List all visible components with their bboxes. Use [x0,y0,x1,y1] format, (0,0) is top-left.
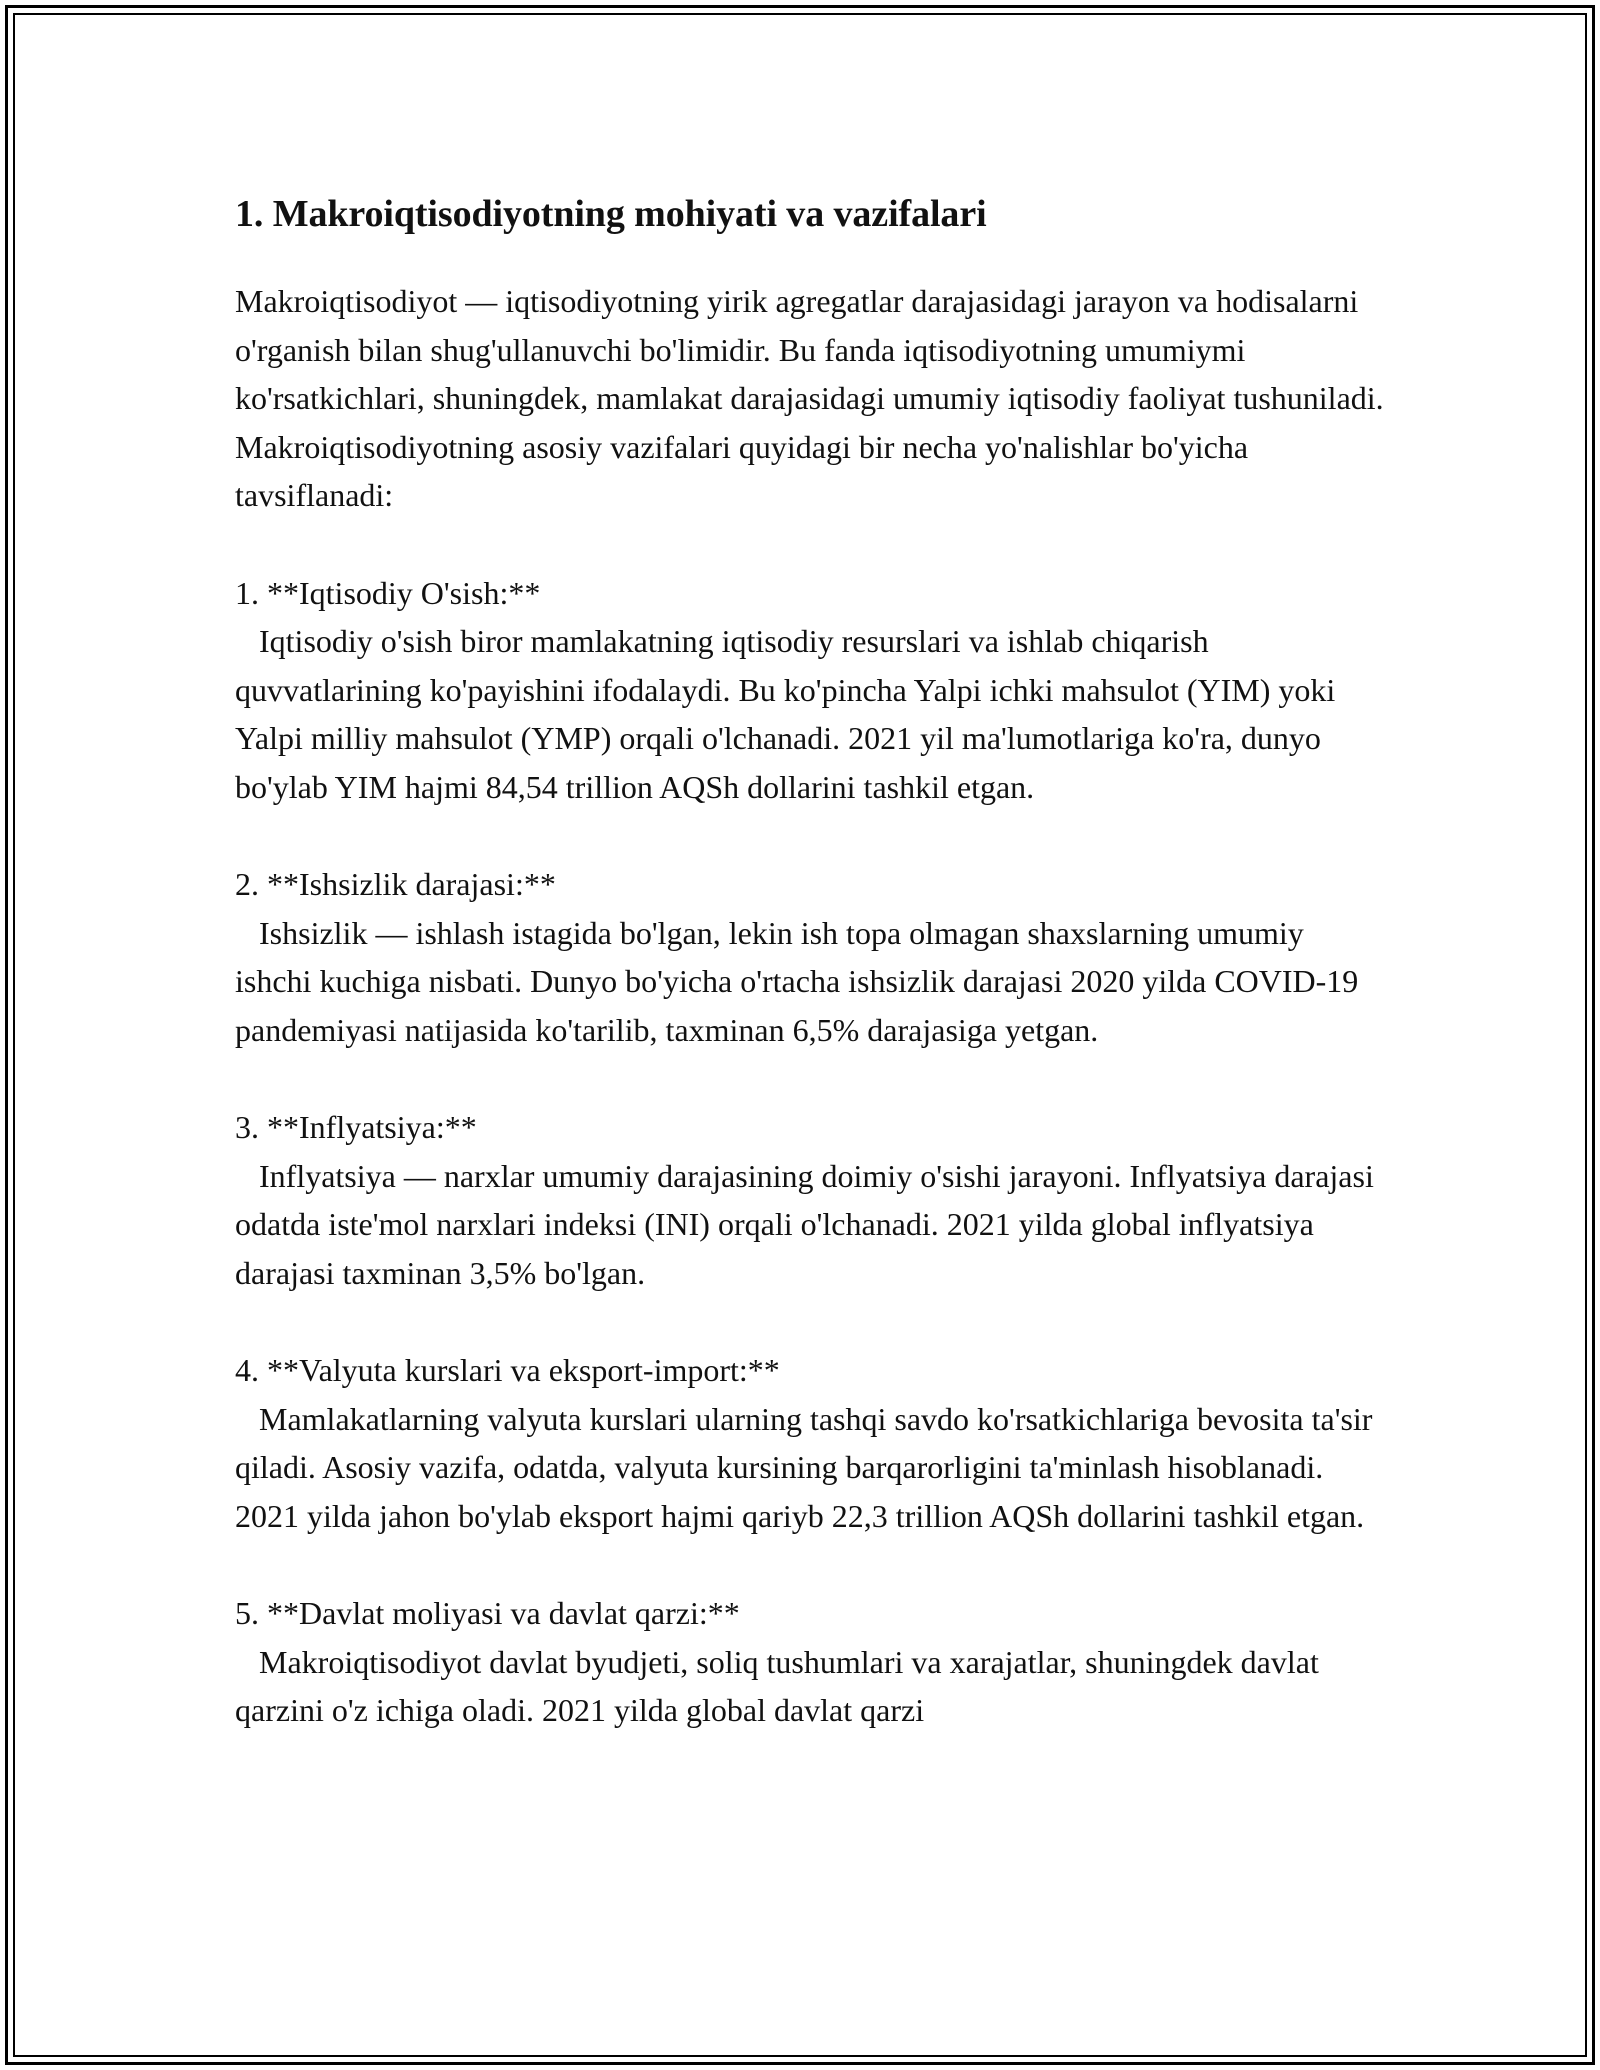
section-heading-3: 3. **Inflyatsiya:** [235,1109,477,1146]
section-body-1: Iqtisodiy o'sish biror mamlakatning iqtisodiy resurslari va ishlab chiqarish quvvatlarining ko'payishini ifodalaydi. Bu ko'pincha Yalpi ichki mahsulot (YIM) yoki Yalpi milliy mahsulot (YMP) orqali o'lchanadi. 2021 yil ma'lumotlariga ko'ra, dunyo bo'ylab YIM hajmi 84,54 trillion AQSh dollarini tashkil etgan. [235,623,1343,805]
section-body-5: Makroiqtisodiyot davlat byudjeti, soliq tushumlari va xarajatlar, shuningdek davlat qarzini o'z ichiga oladi. 2021 yilda global davlat qarzi [235,1643,1327,1729]
section-body-4: Mamlakatlarning valyuta kurslari ularning tashqi savdo ko'rsatkichlariga bevosita ta'sir qiladi. Asosiy vazifa, odatda, valyuta kursining barqarorligini ta'minlash hisoblanadi. 2021 yilda jahon bo'ylab eksport hajmi qariyb 22,3 trillion AQSh dollarini tashkil etgan. [235,1400,1381,1534]
section-heading-5: 5. **Davlat moliyasi va davlat qarzi:** [235,1595,740,1632]
paragraph-gap [235,1540,1385,1589]
section-heading-1: 1. **Iqtisodiy O'sish:** [235,574,541,611]
intro-paragraph: Makroiqtisodiyot — iqtisodiyotning yirik agregatlar darajasidagi jarayon va hodisalarni o'rganish bilan shug'ullanuvchi bo'limidir. Bu fanda iqtisodiyotning umumiymi ko'rsatkichlari, shuningdek, mamlakat darajasidagi umumiy iqtisodiy faoliyat tushuniladi. Makroiqtisodiyotning asosiy vazifalari quyidagi bir necha yo'nalishlar bo'yicha tavsiflanadi: [235,283,1392,514]
section-body-3: Inflyatsiya — narxlar umumiy darajasining doimiy o'sishi jarayoni. Inflyatsiya darajasi odatda iste'mol narxlari indeksi (INI) orqali o'lchanadi. 2021 yilda global inflyatsiya darajasi taxminan 3,5% bo'lgan. [235,1157,1382,1291]
paragraph-gap [235,1297,1385,1346]
paragraph-gap [235,520,1385,569]
section-heading-4: 4. **Valyuta kurslari va eksport-import:** [235,1352,780,1389]
page-title: 1. Makroiqtisodiyotning mohiyati va vazifalari [235,193,987,235]
paragraph-gap [235,812,1385,861]
section-heading-2: 2. **Ishsizlik darajasi:** [235,866,556,903]
section-body-2: Ishsizlik — ishlash istagida bo'lgan, lekin ish topa olmagan shaxslarning umumiy ishchi kuchiga nisbati. Dunyo bo'yicha o'rtacha ishsizlik darajasi 2020 yilda COVID-19 pandemiyasi natijasida ko'tarilib, taxminan 6,5% darajasiga yetgan. [235,914,1367,1048]
document-body [235,183,1392,1735]
paragraph-gap [235,1055,1385,1104]
